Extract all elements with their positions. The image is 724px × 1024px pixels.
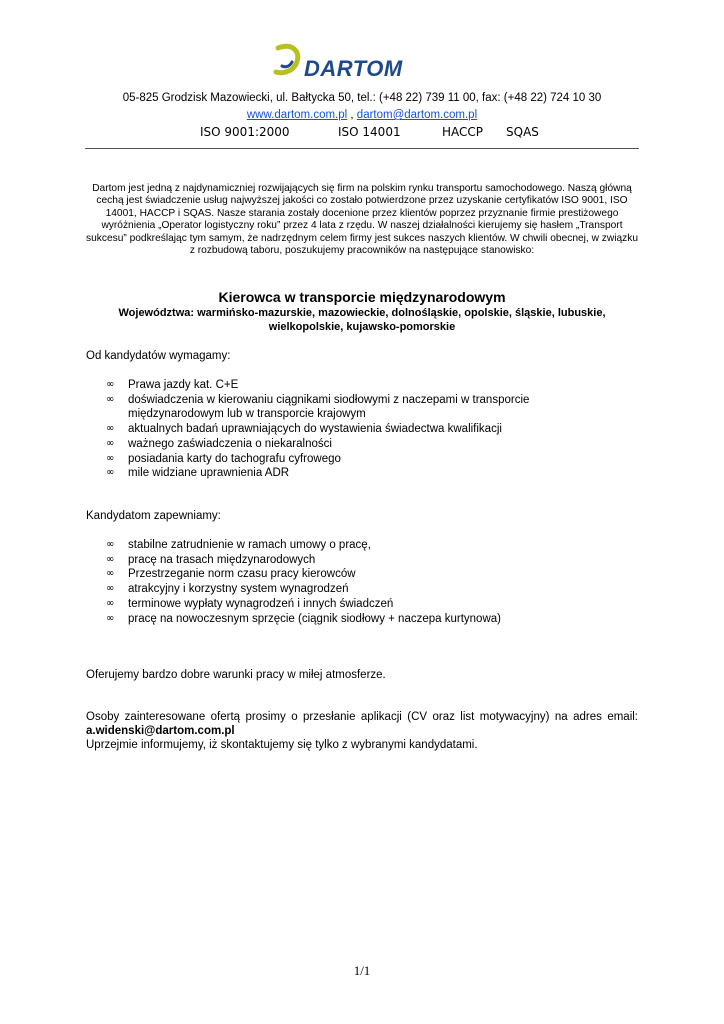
job-regions: Województwa: warmińsko-mazurskie, mazowieckie, dolnośląskie, opolskie, śląskie, lubuskie, wielkopolskie, kujawsko-pomorskie bbox=[118, 307, 606, 333]
cert-iso14001: ISO 14001 bbox=[338, 125, 401, 139]
infinity-bullet-icon: ∞ bbox=[106, 379, 115, 390]
company-address: 05-825 Grodzisk Mazowiecki, ul. Bałtycka 50, tel.: (+48 22) 739 11 00, fax: (+48 22) 724 10 30 bbox=[122, 92, 602, 104]
logo-text: DARTOM bbox=[304, 56, 403, 81]
infinity-bullet-icon: ∞ bbox=[106, 539, 115, 550]
website-link[interactable]: www.dartom.com.pl bbox=[246, 109, 348, 121]
list-item bbox=[106, 567, 626, 582]
infinity-bullet-icon: ∞ bbox=[106, 583, 115, 595]
list-item bbox=[106, 437, 626, 452]
requirements-list bbox=[106, 378, 626, 481]
list-item bbox=[106, 393, 626, 422]
job-title: Kierowca w transporcie międzynarodowym bbox=[218, 289, 506, 305]
application-instructions bbox=[86, 710, 638, 738]
infinity-bullet-icon: ∞ bbox=[106, 553, 115, 565]
list-item-text: stabilne zatrudnienie w ramach umowy o pracę, bbox=[128, 539, 371, 551]
list-item bbox=[106, 612, 626, 627]
link-separator: , bbox=[347, 109, 357, 121]
list-item-text: doświadczenia w kierowaniu ciągnikami siodłowymi z naczepami w transporcie międzynarodowym lub w transporcie krajowym bbox=[128, 393, 530, 421]
cert-iso9001: ISO 9001:2000 bbox=[200, 125, 290, 139]
infinity-bullet-icon: ∞ bbox=[106, 393, 115, 405]
list-item-text: ważnego zaświadczenia o niekaralności bbox=[128, 437, 332, 450]
list-item bbox=[106, 466, 626, 481]
page-number: 1/1 bbox=[353, 963, 371, 978]
company-intro: Dartom jest jedną z najdynamiczniej rozwijających się firm na polskim rynku transportu samochodowego. Naszą główną cechą jest świadczenie usług najwyższej jakości co zostało potwierdzone przez uzyskanie certyfikatów ISO 9001, ISO 14001, HACCP i SQAS. Nasze starania zostały docenione przez klientów poprzez przyznanie firmie prestiżowego wyróżnienia „Operator logistyczny roku” przez 4 lata z rzędu. W naszej działalności kierujemy się hasłem „Transport sukcesu” podkreślając tym samym, że nadrzędnym celem firmy jest sukces naszych klientów. W chwili obecnej, w związku z rozbudową taboru, poszukujemy pracowników na następujące stanowisko: bbox=[86, 183, 639, 257]
infinity-bullet-icon: ∞ bbox=[106, 612, 115, 624]
application-text: Osoby zainteresowane ofertą prosimy o przesłanie aplikacji (CV oraz list motywacyjny) na adres email: bbox=[86, 711, 638, 723]
requirements-label: Od kandydatów wymagamy: bbox=[86, 350, 231, 362]
list-item-text: aktualnych badań uprawniających do wystawienia świadectwa kwalifikacji bbox=[128, 423, 502, 436]
dartom-logo bbox=[268, 42, 438, 88]
cert-sqas: SQAS bbox=[506, 125, 539, 139]
list-item-text: posiadania karty do tachografu cyfrowego bbox=[128, 452, 341, 465]
work-conditions: Oferujemy bardzo dobre warunki pracy w miłej atmosferze. bbox=[86, 669, 386, 681]
list-item bbox=[106, 538, 626, 553]
list-item-text: Przestrzeganie norm czasu pracy kierowców bbox=[128, 568, 356, 581]
cert-haccp: HACCP bbox=[442, 125, 484, 139]
application-email[interactable]: a.widenski@dartom.com.pl bbox=[86, 725, 235, 737]
list-item-text: pracę na nowoczesnym sprzęcie (ciągnik siodłowy + naczepa kurtynowa) bbox=[128, 612, 501, 625]
contact-links bbox=[0, 109, 724, 121]
list-item bbox=[106, 422, 626, 437]
infinity-bullet-icon: ∞ bbox=[106, 423, 115, 435]
list-item bbox=[106, 582, 626, 597]
list-item-text: Prawa jazdy kat. C+E bbox=[128, 379, 239, 391]
list-item bbox=[106, 597, 626, 612]
contact-email-link[interactable]: dartom@dartom.com.pl bbox=[356, 109, 478, 121]
infinity-bullet-icon: ∞ bbox=[106, 568, 115, 580]
header-divider bbox=[85, 148, 639, 149]
contact-notice: Uprzejmie informujemy, iż skontaktujemy się tylko z wybranymi kandydatami. bbox=[86, 739, 478, 751]
list-item bbox=[106, 553, 626, 568]
list-item bbox=[106, 378, 626, 393]
list-item bbox=[106, 452, 626, 467]
infinity-bullet-icon: ∞ bbox=[106, 467, 115, 479]
list-item-text: atrakcyjny i korzystny system wynagrodzeń bbox=[128, 583, 349, 596]
list-item-text: terminowe wypłaty wynagrodzeń i innych świadczeń bbox=[128, 597, 394, 610]
certifications bbox=[200, 125, 539, 139]
offer-list bbox=[106, 538, 626, 626]
logo-swirl-icon bbox=[268, 42, 308, 88]
infinity-bullet-icon: ∞ bbox=[106, 437, 115, 449]
list-item-text: pracę na trasach międzynarodowych bbox=[128, 553, 316, 566]
infinity-bullet-icon: ∞ bbox=[106, 452, 115, 464]
offer-label: Kandydatom zapewniamy: bbox=[86, 510, 221, 522]
list-item-text: mile widziane uprawnienia ADR bbox=[128, 467, 290, 480]
infinity-bullet-icon: ∞ bbox=[106, 597, 115, 609]
